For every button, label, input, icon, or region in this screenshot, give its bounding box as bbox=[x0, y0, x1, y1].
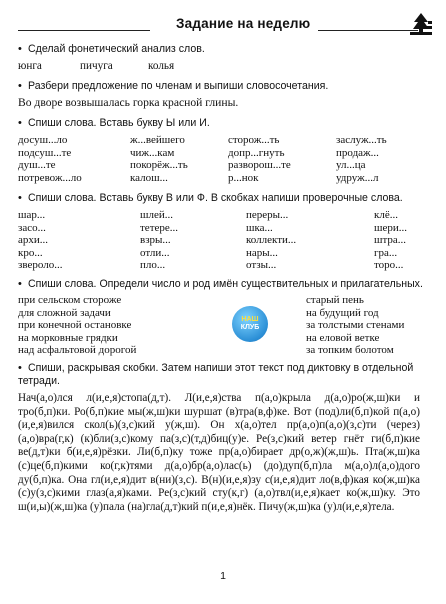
word-cell: душ...те bbox=[18, 159, 56, 171]
word-cell: архи... bbox=[18, 234, 49, 246]
word-cell: отли... bbox=[140, 246, 170, 259]
word-cell: звероло... bbox=[18, 259, 63, 271]
word-cell: сторож...ть bbox=[228, 134, 280, 146]
word-cell: потревож...ло bbox=[18, 171, 82, 184]
word-cell: шка... bbox=[246, 221, 273, 234]
ladder-tree-icon bbox=[410, 12, 432, 36]
word-cell: пло... bbox=[140, 259, 166, 271]
word-cell: переры... bbox=[246, 209, 289, 221]
task5-instruction: • Спиши слова. Определи число и род имён существительных и прилагательных. bbox=[18, 278, 423, 290]
phrase: при конечной остановке bbox=[18, 319, 132, 332]
word-cell: клё... bbox=[374, 209, 398, 221]
phrase: для сложной задачи bbox=[18, 306, 111, 319]
word-cell: шери... bbox=[374, 221, 407, 234]
word-cell: удруж...л bbox=[336, 171, 379, 184]
task3-instruction: • Спиши слова. Вставь букву Ы или И. bbox=[18, 117, 210, 129]
word-cell: взры... bbox=[140, 234, 171, 246]
word-cell: гра... bbox=[374, 246, 398, 259]
page-header bbox=[18, 14, 428, 36]
word-cell: калош... bbox=[130, 171, 168, 184]
word-cell: досуш...ло bbox=[18, 134, 68, 146]
word-cell: штра... bbox=[374, 234, 407, 246]
grid-row bbox=[18, 159, 418, 172]
word-cell: подсуш...те bbox=[18, 146, 72, 159]
grid-row bbox=[18, 209, 418, 222]
word-cell: р...нок bbox=[228, 171, 259, 184]
word-cell: нары... bbox=[246, 246, 278, 259]
page-number: 1 bbox=[220, 570, 226, 582]
word-cell: ж...вейшего bbox=[130, 134, 185, 146]
word-cell: допр...гнуть bbox=[228, 146, 285, 159]
dictation-text: Нач(а,о)лся л(и,е,я)стопа(д,т). Л(и,е,я)ства п(а,о)крыла д(а,о)ро(ж,ш)ки и тро(б,п)ки. Ро(б,п)кие мы(ж,ш)ки шуршат (в)тра(в,ф)ке. Вот (под)ли(б,п)кой п(а,о)(и,е,я)вился скол(ь)(з,с)кий у(ж,ш). Он х(а,о)тел пр(а,о)п(а,о)(з,с)ти (через)(а,о)вра(г,к) (к)бли(з,с)кому па(з,с)(т,д)биц(у)е. Ре(з,с)кий ветер гнёт ги(б,п)кие ве(д,т)ки б(и,е,я)рёзки. Ли(б,п)ку тоже пр(а,о)бирает др(о,ж)(ж,ш)ь. Пта(ж,ш)ка (с)це(б,п)кими ко(г,к)тями д(а,о)бр(а,о)лас(ь) (до)дуп(б,п)ла м(а,о)л(а,о)дого ду(б,п)ка. Она гл(и,е,я)дит в(ни)(з,с). В(н)(и,е,я)зу с(и,е,я)дит ло(в,ф)кая ко(ж,ш)ка (с)у(з,с)кими глаз(а,я)ками. Ре(з,с)кий сту(к,г) (а,о)твл(и,е,я)кает ко(ж,ш)ку. Это ш(и,ы)(ж,ш)ка (у)пала (на)гла(д,т)кий п(и,е,я)нёк. Пичу(ж,ш)ка (у)л(и,е,я)тела. bbox=[18, 392, 420, 513]
task4-word-grid bbox=[18, 209, 418, 272]
task2-instruction: • Разбери предложение по членам и выпиши словосочетания. bbox=[18, 80, 329, 92]
grid-row bbox=[18, 172, 418, 185]
phrase: на морковные грядки bbox=[18, 331, 118, 344]
word-cell: засо... bbox=[18, 221, 46, 234]
task5-right-column bbox=[306, 294, 436, 357]
club-badge: НАШ КЛУБ bbox=[232, 306, 268, 342]
phrase: над асфальтовой дорогой bbox=[18, 344, 137, 357]
phrase: старый пень bbox=[306, 294, 364, 306]
phrase: на еловой ветке bbox=[306, 331, 380, 344]
task3-word-grid bbox=[18, 134, 418, 184]
page-title: Задание на неделю bbox=[176, 16, 311, 31]
task1-word: пичуга bbox=[80, 60, 113, 72]
task4-instruction: • Спиши слова. Вставь букву В или Ф. В скобках напиши проверочные слова. bbox=[18, 192, 403, 204]
grid-row bbox=[18, 147, 418, 160]
header-rule-right bbox=[318, 30, 418, 31]
word-cell: разворош...те bbox=[228, 159, 291, 171]
word-cell: шлей... bbox=[140, 209, 173, 221]
task5-left-column bbox=[18, 294, 218, 357]
word-cell: чиж...кам bbox=[130, 146, 175, 159]
phrase: при сельском стороже bbox=[18, 294, 122, 306]
phrase: на будущий год bbox=[306, 306, 379, 319]
word-cell: отзы... bbox=[246, 259, 277, 271]
word-cell: ул...ца bbox=[336, 159, 366, 171]
word-cell: кро... bbox=[18, 246, 43, 259]
grid-row bbox=[18, 234, 418, 247]
grid-row bbox=[18, 134, 418, 147]
task2-sentence: Во дворе возвышалась горка красной глины. bbox=[18, 96, 239, 109]
phrase: за топким болотом bbox=[306, 344, 394, 357]
task1-word: юнга bbox=[18, 60, 42, 72]
word-cell: покорёж...ть bbox=[130, 159, 188, 171]
task6-instruction: • Спиши, раскрывая скобки. Затем напиши этот текст под диктовку в отдельной тетради. bbox=[18, 362, 414, 387]
word-cell: тетере... bbox=[140, 221, 179, 234]
grid-row bbox=[18, 222, 418, 235]
grid-row bbox=[18, 247, 418, 260]
task1-instruction: • Сделай фонетический анализ слов. bbox=[18, 43, 205, 55]
phrase: за толстыми стенами bbox=[306, 319, 405, 332]
word-cell: продаж... bbox=[336, 146, 379, 159]
task1-word: колья bbox=[148, 60, 175, 72]
header-rule-left bbox=[18, 30, 150, 31]
grid-row bbox=[18, 259, 418, 272]
word-cell: шар... bbox=[18, 209, 46, 221]
word-cell: коллекти... bbox=[246, 234, 297, 246]
word-cell: торо... bbox=[374, 259, 404, 271]
word-cell: заслуж...ть bbox=[336, 134, 387, 146]
